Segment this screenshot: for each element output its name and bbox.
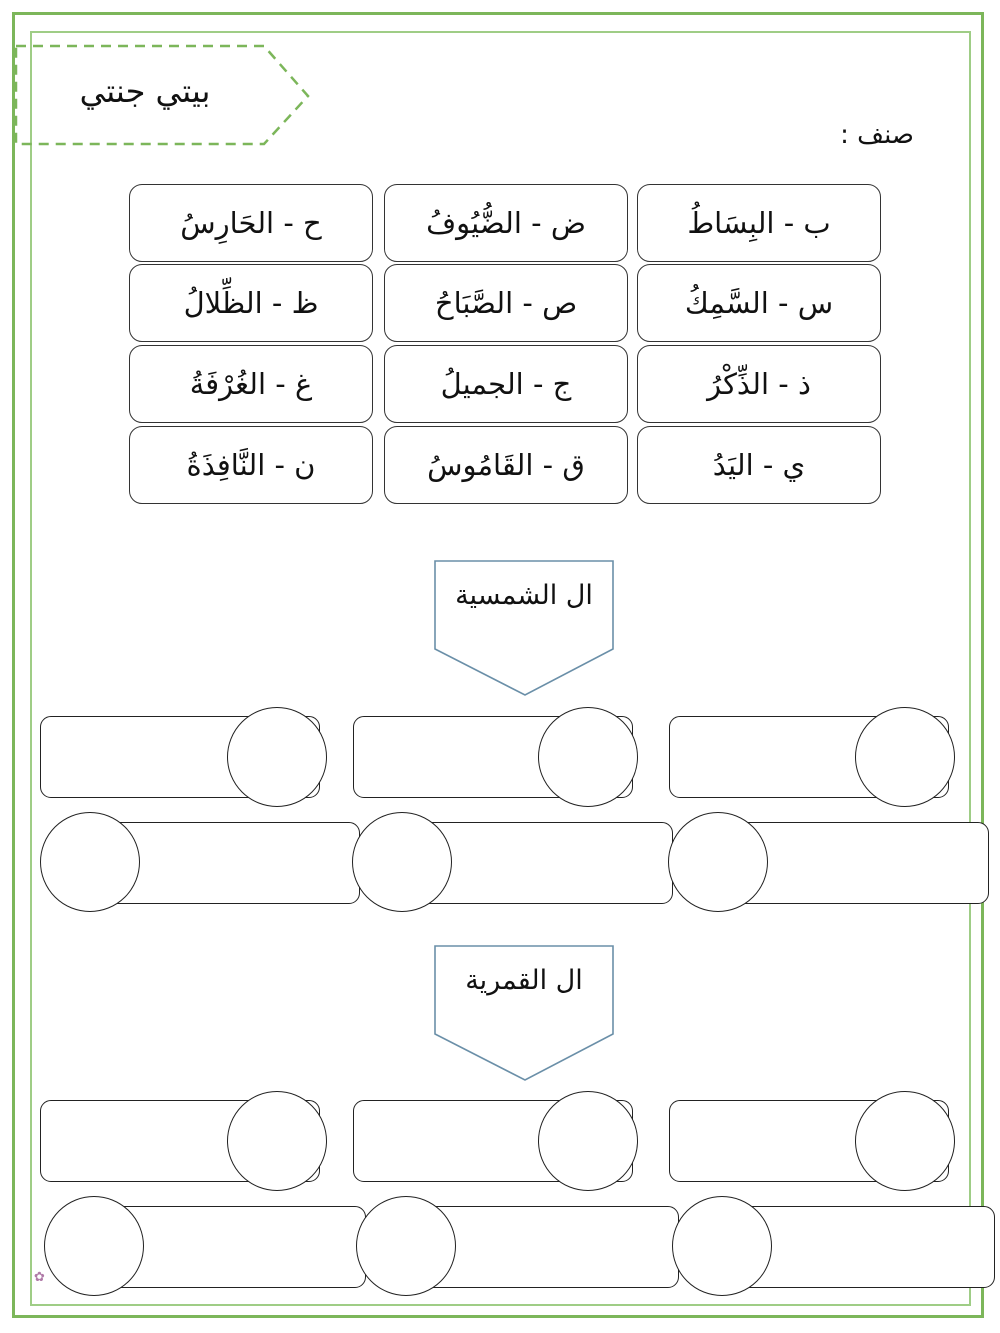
- moon-answer-circle[interactable]: [538, 1091, 638, 1191]
- sun-answer-circle[interactable]: [538, 707, 638, 807]
- sun-answer-circle[interactable]: [40, 812, 140, 912]
- word-card[interactable]: ص - الصَّبَاحُ: [384, 264, 628, 342]
- word-card[interactable]: ي - اليَدُ: [637, 426, 881, 504]
- moon-letters-title: ال القمرية: [465, 965, 583, 996]
- word-card[interactable]: غ - الغُرْفَةُ: [129, 345, 373, 423]
- word-card[interactable]: ن - النَّافِذَةُ: [129, 426, 373, 504]
- class-label: صنف :: [840, 120, 914, 150]
- moon-answer-circle[interactable]: [672, 1196, 772, 1296]
- sun-letters-title: ال الشمسية: [455, 580, 593, 611]
- worksheet-title: بيتي جنتي: [79, 72, 211, 110]
- word-card[interactable]: ب - البِسَاطُ: [637, 184, 881, 262]
- word-card[interactable]: ج - الجميلُ: [384, 345, 628, 423]
- sun-answer-circle[interactable]: [352, 812, 452, 912]
- word-card[interactable]: ض - الضُّيُوفُ: [384, 184, 628, 262]
- sun-answer-circle[interactable]: [227, 707, 327, 807]
- sun-answer-circle[interactable]: [855, 707, 955, 807]
- moon-answer-circle[interactable]: [356, 1196, 456, 1296]
- moon-answer-circle[interactable]: [855, 1091, 955, 1191]
- word-card[interactable]: ق - القَامُوسُ: [384, 426, 628, 504]
- moon-answer-circle[interactable]: [44, 1196, 144, 1296]
- word-card[interactable]: ح - الحَارِسُ: [129, 184, 373, 262]
- word-card[interactable]: ذ - الذِّكْرُ: [637, 345, 881, 423]
- decorative-logo: ✿: [34, 1270, 45, 1285]
- word-card[interactable]: ظ - الظِّلالُ: [129, 264, 373, 342]
- moon-answer-circle[interactable]: [227, 1091, 327, 1191]
- word-card[interactable]: س - السَّمِكُ: [637, 264, 881, 342]
- sun-answer-circle[interactable]: [668, 812, 768, 912]
